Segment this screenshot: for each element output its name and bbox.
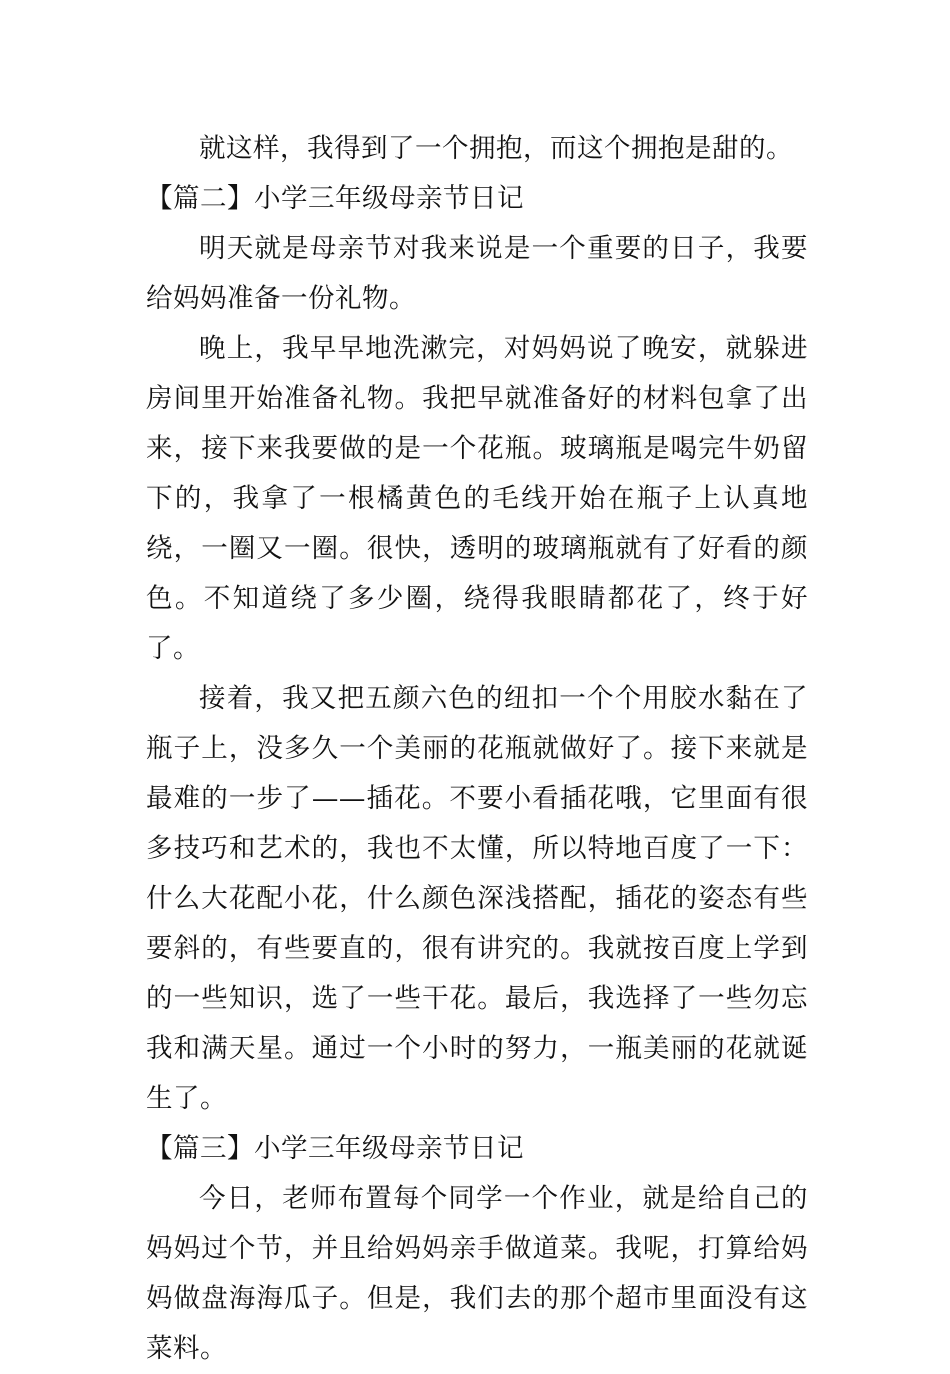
document-body — [146, 124, 808, 1374]
paragraph-making-vase: 晚上，我早早地洗漱完，对妈妈说了晚安，就躲进房间里开始准备礼物。我把早就准备好的材料包拿了出来，接下来我要做的是一个花瓶。玻璃瓶是喝完牛奶留下的，我拿了一根橘黄色的毛线开始在瓶子上认真地绕，一圈又一圈。很快，透明的玻璃瓶就有了好看的颜色。不知道绕了多少圈，绕得我眼睛都花了，终于好了。 — [146, 333, 808, 664]
section-heading-part-three: 【篇三】小学三年级母亲节日记 — [146, 1133, 524, 1164]
paragraph-cooking-homework: 今日，老师布置每个同学一个作业，就是给自己的妈妈过个节，并且给妈妈亲手做道菜。我呢，打算给妈妈做盘海海瓜子。但是，我们去的那个超市里面没有这菜料。 — [146, 1183, 808, 1364]
section-heading-part-two: 【篇二】小学三年级母亲节日记 — [146, 183, 524, 214]
paragraph-ending-hug: 就这样，我得到了一个拥抱，而这个拥抱是甜的。 — [199, 133, 793, 164]
paragraph-flower-arranging: 接着，我又把五颜六色的纽扣一个个用胶水黏在了瓶子上，没多久一个美丽的花瓶就做好了。接下来就是最难的一步了——插花。不要小看插花哦，它里面有很多技巧和艺术的，我也不太懂，所以特地百度了一下：什么大花配小花，什么颜色深浅搭配，插花的姿态有些要斜的，有些要直的，很有讲究的。我就按百度上学到的一些知识，选了一些干花。最后，我选择了一些勿忘我和满天星。通过一个小时的努力，一瓶美丽的花就诞生了。 — [146, 683, 808, 1114]
paragraph-mothers-day-gift: 明天就是母亲节对我来说是一个重要的日子，我要给妈妈准备一份礼物。 — [146, 233, 808, 314]
